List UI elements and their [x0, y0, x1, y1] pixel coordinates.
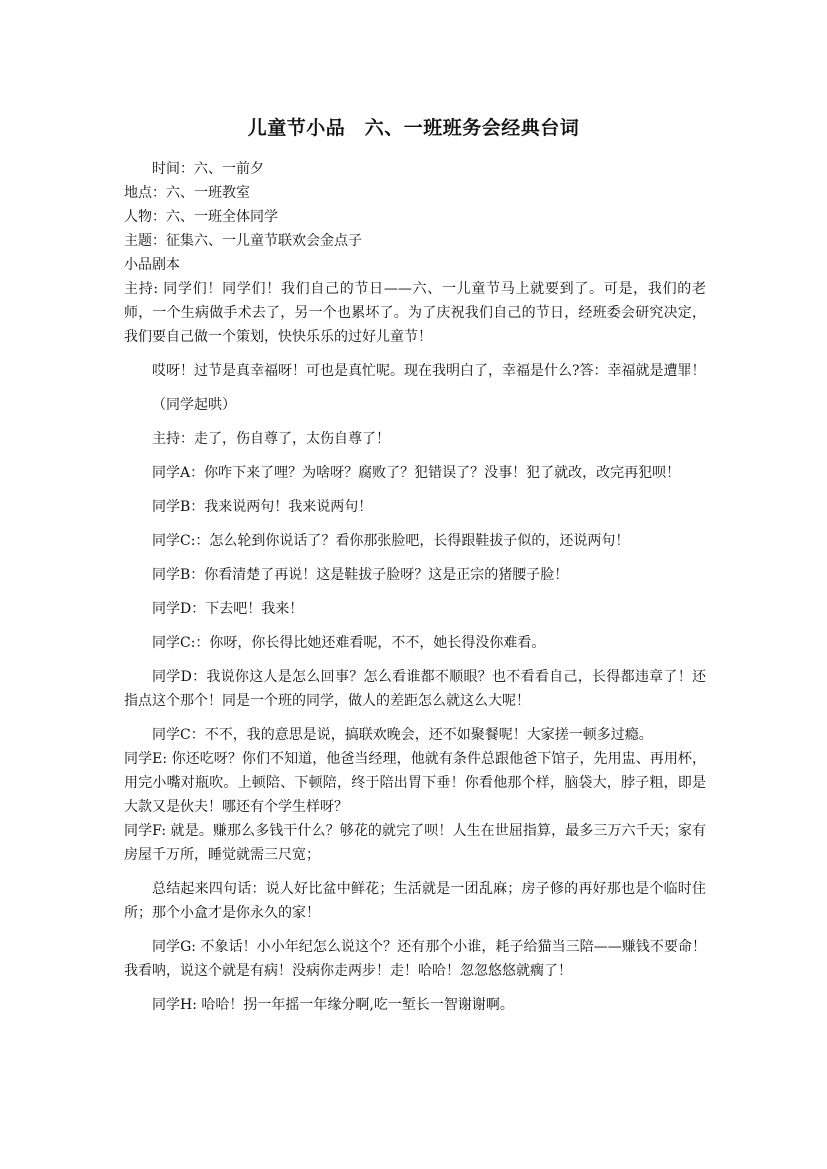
- paragraph-time: 时间：六、一前夕: [152, 161, 264, 177]
- paragraph-student-b-1: 同学B：我来说两句！我来说两句！: [152, 499, 373, 515]
- paragraph-happiness: 哎呀！过节是真幸福呀！可也是真忙呢。现在我明白了，幸福是什么?答：幸福就是遭罪！: [152, 363, 706, 379]
- paragraph-characters: 人物：六、一班全体同学: [124, 209, 278, 225]
- paragraph-student-h: 同学H: 哈哈！拐一年摇一年缘分啊,吃一堑长一智谢谢啊。: [152, 997, 514, 1013]
- paragraph-place: 地点：六、一班教室: [124, 185, 250, 201]
- document-body: [124, 157, 706, 1017]
- paragraph-student-a: 同学A：你咋下来了哩？为啥呀？腐败了？犯错误了？没事！犯了就改，改完再犯呗！: [152, 465, 681, 481]
- document-title: 儿童节小品 六、一班班务会经典台词: [247, 117, 580, 139]
- paragraph-stage-direction: （同学起哄）: [152, 397, 236, 413]
- paragraph-student-e: 同学E: 你还吃呀？你们不知道，他爸当经理，他就有条件总跟他爸下馆子，先用盅、再用杯，用完小嘴对瓶吹。上顿陪、下顿陪，终于陪出胃下垂！你看他那个样，脑袋大，脖子粗，即是大款又是伙夫！哪还有个学生样呀？: [124, 751, 706, 815]
- paragraph-student-b-2: 同学B：你看清楚了再说！这是鞋拔子脸呀？这是正宗的猪腰子脸！: [152, 567, 569, 583]
- paragraph-script-heading: 小品剧本: [124, 257, 180, 273]
- paragraph-summary: 总结起来四句话：说人好比盆中鲜花；生活就是一团乱麻；房子修的再好那也是个临时住所；那个小盒才是你永久的家！: [124, 881, 706, 921]
- paragraph-student-c-2: 同学C:：你呀，你长得比她还难看呢，不不，她长得没你难看。: [152, 635, 546, 651]
- paragraph-student-c-3: 同学C：不不，我的意思是说，搞联欢晚会，还不如聚餐呢！大家搓一顿多过瘾。: [152, 727, 653, 743]
- paragraph-theme: 主题：征集六、一儿童节联欢会金点子: [124, 233, 362, 249]
- paragraph-host-opening: 主持: 同学们！同学们！我们自己的节日——六、一儿童节马上就要到了。可是，我们的老师，一个生病做手术去了，另一个也累坏了。为了庆祝我们自己的节日，经班委会研究决定，我们要自己做一个策划，快快乐乐的过好儿童节！: [124, 281, 706, 345]
- paragraph-student-f: 同学F: 就是。赚那么多钱干什么？够花的就完了呗！人生在世屈指算，最多三万六千天；家有房屋千万所，睡觉就需三尺宽；: [124, 823, 706, 863]
- paragraph-student-d-1: 同学D：下去吧！我来！: [152, 601, 304, 617]
- paragraph-student-d-2: 同学D：我说你这人是怎么回事？怎么看谁都不顺眼？也不看看自己，长得都违章了！还指点这个那个！同是一个班的同学，做人的差距怎么就这么大呢！: [124, 669, 706, 709]
- paragraph-student-g: 同学G: 不象话！小小年纪怎么说这个？还有那个小谁，耗子给猫当三陪——赚钱不要命！我看呐，说这个就是有病！没病你走两步！走！哈哈！忽忽悠悠就瘸了！: [124, 939, 706, 979]
- paragraph-host-line: 主持：走了，伤自尊了，太伤自尊了！: [152, 431, 390, 447]
- paragraph-student-c-1: 同学C:：怎么轮到你说话了？看你那张脸吧，长得跟鞋拔子似的，还说两句！: [152, 533, 630, 549]
